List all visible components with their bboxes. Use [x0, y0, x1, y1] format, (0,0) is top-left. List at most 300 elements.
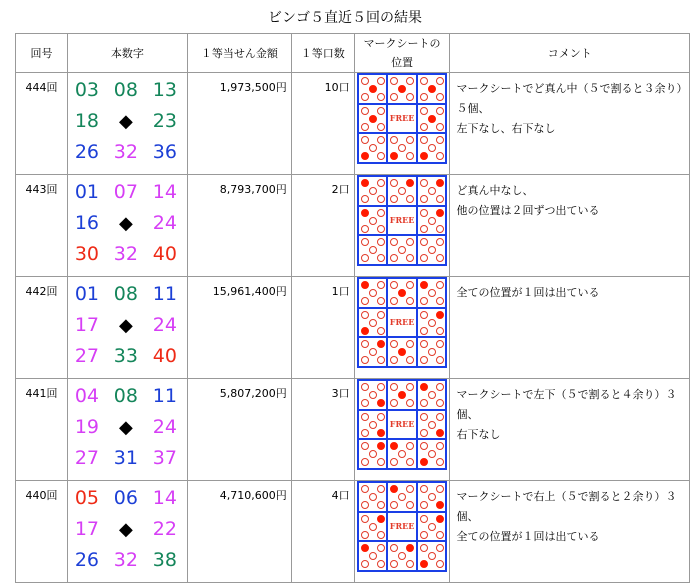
marksheet-cell — [418, 236, 446, 264]
free-label: FREE — [389, 521, 415, 532]
empty-dot-icon — [361, 442, 369, 450]
marked-dot-icon — [361, 152, 369, 160]
empty-dot-icon — [406, 195, 414, 203]
empty-dot-icon — [436, 560, 444, 568]
empty-dot-icon — [436, 93, 444, 101]
empty-dot-icon — [436, 327, 444, 335]
marked-dot-icon — [369, 85, 377, 93]
empty-dot-icon — [420, 531, 428, 539]
empty-dot-icon — [398, 493, 406, 501]
number-cell: 30 — [74, 243, 100, 265]
empty-dot-icon — [377, 179, 385, 187]
empty-dot-icon — [420, 254, 428, 262]
empty-dot-icon — [420, 544, 428, 552]
empty-dot-icon — [428, 348, 436, 356]
empty-dot-icon — [361, 311, 369, 319]
empty-dot-icon — [420, 311, 428, 319]
marksheet-position — [354, 481, 450, 583]
empty-dot-icon — [406, 93, 414, 101]
empty-dot-icon — [428, 421, 436, 429]
empty-dot-icon — [420, 93, 428, 101]
empty-dot-icon — [369, 391, 377, 399]
empty-dot-icon — [369, 319, 377, 327]
empty-dot-icon — [390, 560, 398, 568]
number-cell: 40 — [152, 243, 177, 265]
results-table — [15, 33, 690, 583]
number-cell: 26 — [74, 549, 100, 571]
empty-dot-icon — [436, 531, 444, 539]
empty-dot-icon — [377, 311, 385, 319]
marksheet-cell — [359, 542, 387, 570]
empty-dot-icon — [406, 560, 414, 568]
empty-dot-icon — [361, 501, 369, 509]
empty-dot-icon — [436, 383, 444, 391]
marked-dot-icon — [398, 348, 406, 356]
empty-dot-icon — [377, 297, 385, 305]
empty-dot-icon — [377, 209, 385, 217]
winning-numbers — [67, 175, 187, 277]
marked-dot-icon — [361, 327, 369, 335]
header-card-line2: 位置 — [391, 56, 414, 69]
empty-dot-icon — [428, 450, 436, 458]
empty-dot-icon — [361, 531, 369, 539]
empty-dot-icon — [436, 399, 444, 407]
empty-dot-icon — [436, 152, 444, 160]
empty-dot-icon — [361, 123, 369, 131]
winning-numbers — [67, 277, 187, 379]
comment-line: 全ての位置が１回は出ている — [456, 530, 600, 543]
empty-dot-icon — [377, 77, 385, 85]
empty-dot-icon — [420, 356, 428, 364]
empty-dot-icon — [420, 209, 428, 217]
empty-dot-icon — [390, 195, 398, 203]
table-row — [16, 73, 690, 175]
number-cell: 11 — [152, 283, 177, 305]
number-cell: 32 — [113, 141, 138, 163]
marksheet-free-cell — [388, 411, 416, 439]
empty-dot-icon — [377, 560, 385, 568]
first-prize-amount: 1,973,500円 — [187, 73, 291, 175]
marked-dot-icon — [436, 429, 444, 437]
empty-dot-icon — [420, 413, 428, 421]
empty-dot-icon — [406, 281, 414, 289]
number-cell: 04 — [74, 385, 100, 407]
marked-dot-icon — [420, 560, 428, 568]
marksheet-cell — [359, 309, 387, 337]
empty-dot-icon — [377, 123, 385, 131]
empty-dot-icon — [390, 356, 398, 364]
empty-dot-icon — [436, 485, 444, 493]
empty-dot-icon — [361, 413, 369, 421]
marked-dot-icon — [420, 383, 428, 391]
marksheet-free-cell — [388, 309, 416, 337]
empty-dot-icon — [369, 289, 377, 297]
marksheet-cell — [418, 513, 446, 541]
marksheet-position — [354, 277, 450, 379]
marksheet-cell — [388, 134, 416, 162]
header-comment: コメント — [450, 34, 690, 73]
empty-dot-icon — [361, 297, 369, 305]
free-label: FREE — [389, 215, 415, 226]
first-prize-amount: 5,807,200円 — [187, 379, 291, 481]
free-diamond-icon: ◆ — [118, 213, 133, 234]
table-row — [16, 277, 690, 379]
marked-dot-icon — [398, 289, 406, 297]
empty-dot-icon — [428, 144, 436, 152]
marksheet-cell — [388, 75, 416, 103]
first-prize-amount: 15,961,400円 — [187, 277, 291, 379]
empty-dot-icon — [428, 493, 436, 501]
first-prize-count: 10口 — [291, 73, 354, 175]
empty-dot-icon — [398, 552, 406, 560]
empty-dot-icon — [361, 383, 369, 391]
first-prize-count: 3口 — [291, 379, 354, 481]
empty-dot-icon — [436, 77, 444, 85]
round-number: 441回 — [16, 379, 68, 481]
number-cell: 32 — [113, 549, 138, 571]
marksheet-cell — [359, 207, 387, 235]
marksheet-grid — [357, 481, 448, 572]
marksheet-cell — [418, 338, 446, 366]
empty-dot-icon — [369, 144, 377, 152]
number-cell: 24 — [152, 314, 177, 336]
empty-dot-icon — [377, 254, 385, 262]
marked-dot-icon — [361, 179, 369, 187]
empty-dot-icon — [377, 485, 385, 493]
comment-line: マークシートでど真ん中（５で割ると３余り）５個、 — [456, 82, 682, 115]
empty-dot-icon — [398, 187, 406, 195]
marked-dot-icon — [390, 442, 398, 450]
empty-dot-icon — [369, 493, 377, 501]
marksheet-cell — [418, 440, 446, 468]
marksheet-free-cell — [388, 513, 416, 541]
empty-dot-icon — [398, 246, 406, 254]
marked-dot-icon — [428, 115, 436, 123]
empty-dot-icon — [436, 238, 444, 246]
empty-dot-icon — [377, 238, 385, 246]
empty-dot-icon — [361, 195, 369, 203]
empty-dot-icon — [390, 281, 398, 289]
empty-dot-icon — [369, 523, 377, 531]
number-cell: 19 — [74, 416, 100, 438]
empty-dot-icon — [436, 297, 444, 305]
header-card-line1: マークシートの — [363, 37, 441, 50]
empty-dot-icon — [406, 501, 414, 509]
empty-dot-icon — [406, 77, 414, 85]
marksheet-cell — [418, 105, 446, 133]
marked-dot-icon — [377, 399, 385, 407]
marked-dot-icon — [361, 209, 369, 217]
empty-dot-icon — [361, 560, 369, 568]
empty-dot-icon — [420, 238, 428, 246]
round-number: 444回 — [16, 73, 68, 175]
number-cell: 24 — [152, 212, 177, 234]
comment-line: 全ての位置が１回は出ている — [456, 286, 600, 299]
marksheet-cell — [388, 440, 416, 468]
first-prize-count: 2口 — [291, 175, 354, 277]
empty-dot-icon — [390, 93, 398, 101]
marksheet-grid — [357, 277, 448, 368]
header-card — [354, 34, 450, 73]
first-prize-count: 1口 — [291, 277, 354, 379]
empty-dot-icon — [377, 93, 385, 101]
empty-dot-icon — [420, 399, 428, 407]
empty-dot-icon — [361, 515, 369, 523]
empty-dot-icon — [420, 123, 428, 131]
empty-dot-icon — [361, 93, 369, 101]
marksheet-cell — [418, 381, 446, 409]
number-cell: 17 — [74, 518, 100, 540]
free-diamond-icon: ◆ — [118, 315, 133, 336]
marksheet-cell — [359, 75, 387, 103]
marked-dot-icon — [436, 209, 444, 217]
empty-dot-icon — [377, 195, 385, 203]
comment — [450, 379, 690, 481]
number-cell: 06 — [113, 487, 138, 509]
marksheet-cell — [359, 134, 387, 162]
table-row — [16, 175, 690, 277]
empty-dot-icon — [428, 552, 436, 560]
empty-dot-icon — [436, 281, 444, 289]
empty-dot-icon — [420, 179, 428, 187]
round-number: 440回 — [16, 481, 68, 583]
number-cell: 08 — [113, 79, 138, 101]
empty-dot-icon — [369, 246, 377, 254]
empty-dot-icon — [436, 136, 444, 144]
marked-dot-icon — [406, 544, 414, 552]
empty-dot-icon — [369, 348, 377, 356]
marksheet-cell — [418, 411, 446, 439]
marked-dot-icon — [406, 179, 414, 187]
empty-dot-icon — [377, 107, 385, 115]
marked-dot-icon — [436, 311, 444, 319]
number-cell: 01 — [74, 283, 100, 305]
marksheet-cell — [359, 411, 387, 439]
number-cell: 08 — [113, 283, 138, 305]
empty-dot-icon — [369, 187, 377, 195]
first-prize-amount: 8,793,700円 — [187, 175, 291, 277]
number-cell: 03 — [74, 79, 100, 101]
empty-dot-icon — [361, 399, 369, 407]
marksheet-free-cell — [388, 105, 416, 133]
number-cell: 14 — [152, 487, 177, 509]
round-number: 442回 — [16, 277, 68, 379]
winning-numbers — [67, 481, 187, 583]
empty-dot-icon — [436, 107, 444, 115]
empty-dot-icon — [369, 450, 377, 458]
free-label: FREE — [389, 317, 415, 328]
marked-dot-icon — [390, 152, 398, 160]
empty-dot-icon — [390, 136, 398, 144]
marked-dot-icon — [420, 281, 428, 289]
marksheet-cell — [418, 279, 446, 307]
empty-dot-icon — [406, 152, 414, 160]
number-cell: 27 — [74, 345, 100, 367]
marksheet-cell — [418, 75, 446, 103]
free-label: FREE — [389, 419, 415, 430]
marked-dot-icon — [377, 515, 385, 523]
marksheet-cell — [359, 279, 387, 307]
empty-dot-icon — [369, 217, 377, 225]
marked-dot-icon — [369, 115, 377, 123]
marksheet-cell — [388, 542, 416, 570]
empty-dot-icon — [436, 195, 444, 203]
empty-dot-icon — [436, 340, 444, 348]
marksheet-cell — [359, 381, 387, 409]
marked-dot-icon — [420, 458, 428, 466]
empty-dot-icon — [420, 429, 428, 437]
empty-dot-icon — [369, 552, 377, 560]
marksheet-grid — [357, 175, 448, 266]
empty-dot-icon — [361, 485, 369, 493]
empty-dot-icon — [406, 458, 414, 466]
empty-dot-icon — [406, 356, 414, 364]
number-cell: 16 — [74, 212, 100, 234]
empty-dot-icon — [361, 429, 369, 437]
marked-dot-icon — [377, 442, 385, 450]
empty-dot-icon — [420, 327, 428, 335]
empty-dot-icon — [420, 442, 428, 450]
marksheet-cell — [388, 381, 416, 409]
empty-dot-icon — [436, 458, 444, 466]
empty-dot-icon — [428, 187, 436, 195]
marksheet-position — [354, 175, 450, 277]
number-cell: 31 — [113, 447, 138, 469]
table-row — [16, 481, 690, 583]
empty-dot-icon — [361, 254, 369, 262]
header-count: １等口数 — [291, 34, 354, 73]
empty-dot-icon — [377, 225, 385, 233]
marked-dot-icon — [398, 85, 406, 93]
empty-dot-icon — [390, 77, 398, 85]
empty-dot-icon — [377, 501, 385, 509]
empty-dot-icon — [428, 319, 436, 327]
comment-line: マークシートで左下（５で割ると４余り）３個、 — [456, 388, 677, 421]
free-diamond-icon: ◆ — [118, 111, 133, 132]
marksheet-cell — [359, 483, 387, 511]
free-label: FREE — [389, 113, 415, 124]
marksheet-cell — [418, 207, 446, 235]
empty-dot-icon — [428, 391, 436, 399]
empty-dot-icon — [377, 152, 385, 160]
marksheet-cell — [359, 236, 387, 264]
marksheet-cell — [359, 513, 387, 541]
marksheet-cell — [359, 440, 387, 468]
header-round: 回号 — [16, 34, 68, 73]
number-cell: 17 — [74, 314, 100, 336]
empty-dot-icon — [361, 225, 369, 233]
empty-dot-icon — [420, 340, 428, 348]
empty-dot-icon — [361, 238, 369, 246]
empty-dot-icon — [390, 179, 398, 187]
winning-numbers — [67, 73, 187, 175]
number-cell: 14 — [152, 181, 177, 203]
empty-dot-icon — [428, 246, 436, 254]
marksheet-cell — [418, 134, 446, 162]
empty-dot-icon — [390, 458, 398, 466]
empty-dot-icon — [406, 442, 414, 450]
empty-dot-icon — [377, 413, 385, 421]
marksheet-cell — [418, 483, 446, 511]
number-cell: 27 — [74, 447, 100, 469]
empty-dot-icon — [390, 254, 398, 262]
empty-dot-icon — [436, 544, 444, 552]
empty-dot-icon — [377, 281, 385, 289]
empty-dot-icon — [361, 458, 369, 466]
empty-dot-icon — [398, 144, 406, 152]
empty-dot-icon — [436, 254, 444, 262]
empty-dot-icon — [428, 523, 436, 531]
empty-dot-icon — [406, 340, 414, 348]
empty-dot-icon — [420, 136, 428, 144]
marked-dot-icon — [377, 429, 385, 437]
empty-dot-icon — [428, 217, 436, 225]
marked-dot-icon — [398, 391, 406, 399]
empty-dot-icon — [390, 544, 398, 552]
marksheet-cell — [388, 483, 416, 511]
empty-dot-icon — [361, 356, 369, 364]
empty-dot-icon — [398, 450, 406, 458]
marked-dot-icon — [436, 501, 444, 509]
marked-dot-icon — [420, 152, 428, 160]
free-diamond-icon: ◆ — [118, 519, 133, 540]
number-cell: 36 — [152, 141, 177, 163]
empty-dot-icon — [390, 399, 398, 407]
number-cell: 33 — [113, 345, 138, 367]
empty-dot-icon — [377, 327, 385, 335]
marksheet-cell — [388, 177, 416, 205]
empty-dot-icon — [420, 225, 428, 233]
empty-dot-icon — [428, 289, 436, 297]
comment-line: 左下なし、右下なし — [456, 122, 556, 135]
marksheet-position — [354, 379, 450, 481]
empty-dot-icon — [361, 77, 369, 85]
number-cell: 23 — [152, 110, 177, 132]
table-row — [16, 379, 690, 481]
number-cell: 05 — [74, 487, 100, 509]
marked-dot-icon — [428, 85, 436, 93]
marksheet-position — [354, 73, 450, 175]
empty-dot-icon — [406, 399, 414, 407]
marked-dot-icon — [436, 179, 444, 187]
comment-line: マークシートで右上（５で割ると２余り）３個、 — [456, 490, 677, 523]
marksheet-free-cell — [388, 207, 416, 235]
empty-dot-icon — [420, 515, 428, 523]
marksheet-cell — [388, 236, 416, 264]
empty-dot-icon — [390, 501, 398, 509]
empty-dot-icon — [377, 458, 385, 466]
empty-dot-icon — [420, 77, 428, 85]
empty-dot-icon — [406, 485, 414, 493]
number-cell: 11 — [152, 385, 177, 407]
empty-dot-icon — [406, 238, 414, 246]
marked-dot-icon — [436, 515, 444, 523]
empty-dot-icon — [406, 136, 414, 144]
empty-dot-icon — [361, 340, 369, 348]
comment — [450, 175, 690, 277]
empty-dot-icon — [420, 297, 428, 305]
marksheet-cell — [388, 279, 416, 307]
header-row — [16, 34, 690, 73]
marked-dot-icon — [361, 281, 369, 289]
empty-dot-icon — [420, 195, 428, 203]
empty-dot-icon — [420, 107, 428, 115]
comment — [450, 481, 690, 583]
number-cell: 26 — [74, 141, 100, 163]
number-cell: 38 — [152, 549, 177, 571]
empty-dot-icon — [390, 297, 398, 305]
free-diamond-icon: ◆ — [118, 417, 133, 438]
